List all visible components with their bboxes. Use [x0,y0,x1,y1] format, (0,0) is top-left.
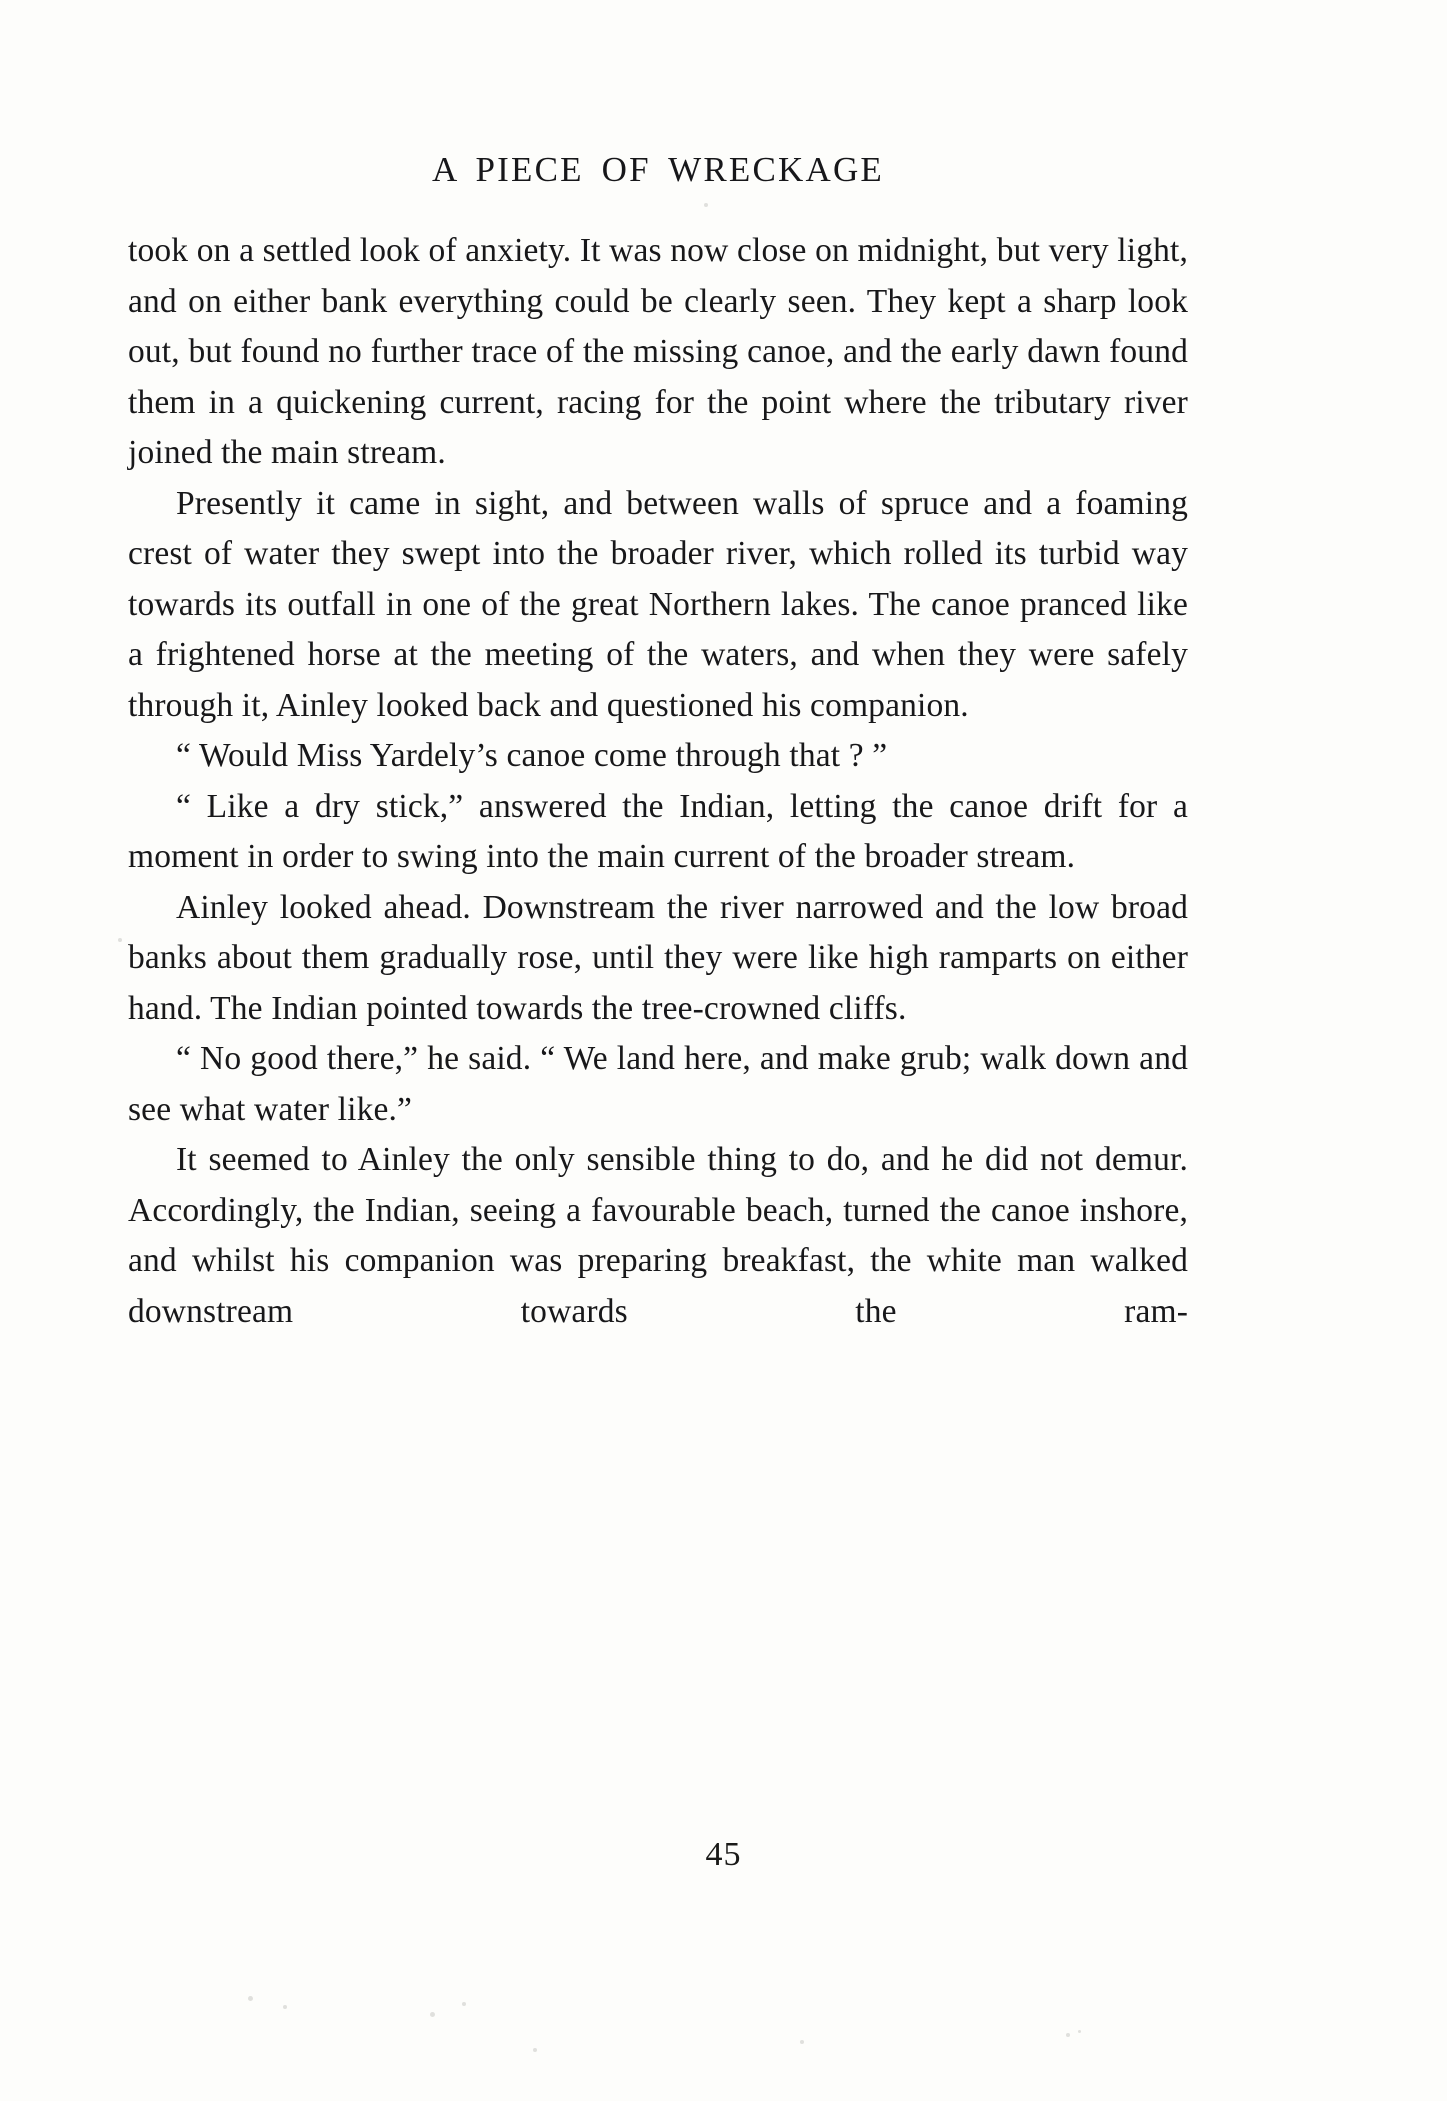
paragraph: “ Like a dry stick,” answered the Indian, letting the canoe drift for a moment in order to swing into the main current of the broader stream. [128,787,1188,875]
paragraph: It seemed to Ainley the only sensible thing to do, and he did not demur. Accordingly, the Indian, seeing a favourable beach, turned the canoe inshore, and whilst his companion was preparing breakfast, the white man walked downstream towards the ram- [128,1141,1188,1330]
paragraph: took on a settled look of anxiety. It was now close on midnight, but very light, and on either bank everything could be clearly seen. They kept a sharp look out, but found no further trace of the missing canoe, and the early dawn found them in a quickening current, racing for the point where the tributary river joined the main stream. [128,232,1188,471]
paper-speck [248,1996,253,2001]
paper-speck [1066,2033,1070,2037]
paper-speck [800,2040,804,2044]
paper-speck [430,2012,435,2017]
paper-speck [283,2005,287,2009]
paper-speck [462,2002,466,2006]
page-title: A PIECE OF WRECKAGE [431,150,885,189]
paper-speck [1078,2030,1081,2033]
paper-speck [704,203,708,207]
paragraph: Ainley looked ahead. Downstream the river narrowed and the low broad banks about them gradually rose, until they were like high ramparts on either hand. The Indian pointed towards the tree-crowned cliffs. [128,888,1188,1027]
paper-speck [118,938,122,942]
body-text [128,226,1188,1337]
paragraph: “ Would Miss Yardely’s canoe come through that ? ” [176,737,888,774]
paragraph: “ No good there,” he said. “ We land here, and make grub; walk down and see what water like.” [128,1040,1188,1128]
paper-speck [533,2048,537,2052]
page-content [128,150,1188,1337]
paragraph: Presently it came in sight, and between walls of spruce and a foaming crest of water they swept into the broader river, which rolled its turbid way towards its outfall in one of the great Northern lakes. The canoe pranced like a frightened horse at the meeting of the waters, and when they were safely through it, Ainley looked back and questioned his companion. [128,484,1188,724]
page-number: 45 [705,1836,742,1873]
